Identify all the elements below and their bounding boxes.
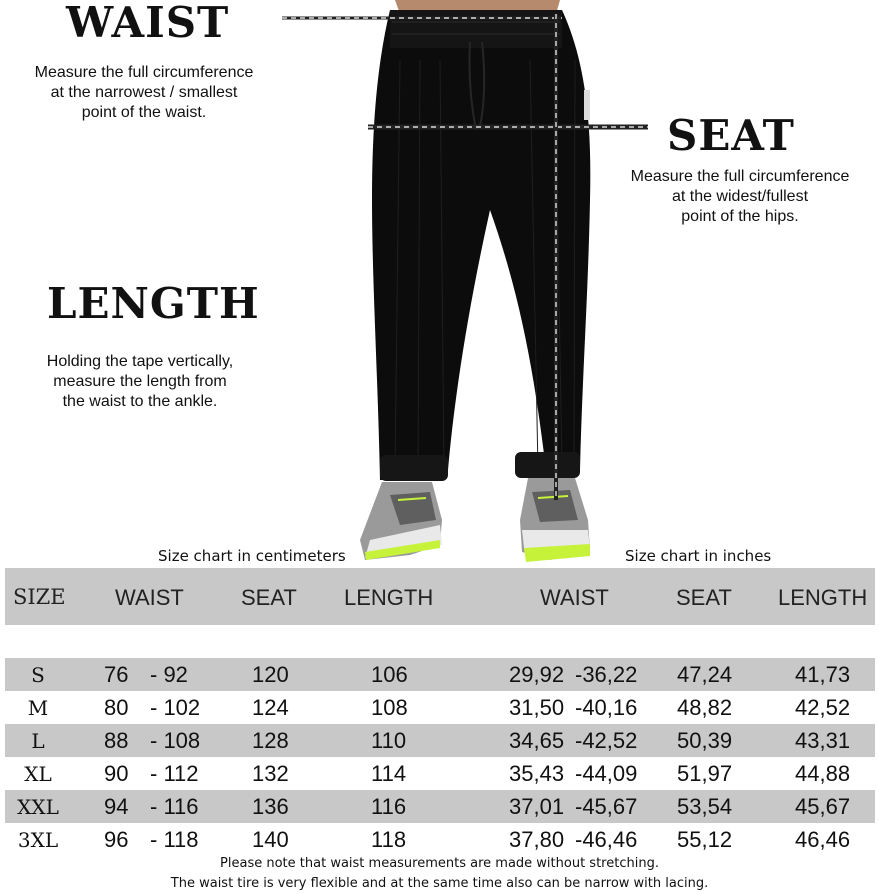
cell-in-length: 44,88	[795, 761, 851, 786]
cell-cm-length: 118	[371, 827, 407, 852]
cell-cm-seat: 128	[252, 728, 289, 753]
cell-in-waist-min: 31,50	[509, 695, 565, 720]
cell-cm-waist-min: 76	[104, 662, 129, 687]
cell-in-length: 41,73	[795, 662, 851, 687]
cell-in-waist-max: -42,52	[575, 728, 638, 753]
cell-cm-seat: 124	[252, 695, 289, 720]
cell-cm-waist-min: 88	[104, 728, 129, 753]
header-in-seat: SEAT	[676, 585, 732, 610]
table-row	[5, 757, 875, 790]
table-row	[5, 691, 875, 724]
cell-cm-length: 108	[371, 695, 408, 720]
cell-in-waist-max: -36,22	[575, 662, 638, 687]
table-row	[5, 823, 875, 856]
cell-cm-seat: 120	[252, 662, 289, 687]
length-title: LENGTH	[47, 279, 260, 328]
table-header	[5, 568, 875, 625]
cell-in-seat: 55,12	[677, 827, 733, 852]
waist-title: WAIST	[66, 0, 230, 47]
cell-in-waist-max: -40,16	[575, 695, 638, 720]
cell-cm-waist-min: 94	[104, 794, 129, 819]
cell-size: 3XL	[17, 828, 59, 852]
cell-cm-seat: 132	[252, 761, 289, 786]
header-cm-waist: WAIST	[115, 585, 184, 610]
cell-size: M	[27, 696, 49, 720]
length-desc-line: the waist to the ankle.	[62, 393, 218, 410]
seat-desc-line: point of the hips.	[681, 208, 799, 225]
seat-desc-line: Measure the full circumference	[630, 168, 850, 185]
length-description	[4, 352, 276, 412]
note-line: The waist tire is very flexible and at the same time also can be narrow with lacing.	[170, 876, 709, 891]
note-line: Please note that waist measurements are made without stretching.	[220, 856, 659, 871]
cell-in-seat: 53,54	[677, 794, 733, 819]
seat-desc-line: at the widest/fullest	[671, 188, 809, 205]
cell-in-length: 43,31	[795, 728, 851, 753]
cell-in-waist-min: 29,92	[509, 662, 565, 687]
cell-cm-waist-max: - 92	[150, 662, 188, 687]
cell-in-waist-max: -46,46	[575, 827, 638, 852]
header-in-waist: WAIST	[540, 585, 609, 610]
cell-cm-length: 106	[371, 662, 408, 687]
cell-in-waist-min: 34,65	[509, 728, 565, 753]
inches-chart-caption: Size chart in inches	[625, 547, 772, 565]
seat-title: SEAT	[667, 111, 795, 160]
waist-desc-line: point of the waist.	[81, 104, 207, 121]
waist-desc-line: at the narrowest / smallest	[50, 84, 238, 101]
cell-in-waist-min: 37,80	[509, 827, 565, 852]
cell-size: S	[31, 663, 45, 687]
cell-in-seat: 50,39	[677, 728, 733, 753]
cell-size: XXL	[17, 795, 59, 819]
cell-cm-length: 114	[371, 761, 407, 786]
cell-cm-seat: 136	[252, 794, 289, 819]
cell-in-seat: 47,24	[677, 662, 733, 687]
cell-cm-length: 110	[371, 728, 407, 753]
cell-cm-waist-max: - 108	[150, 728, 201, 753]
cell-cm-waist-min: 80	[104, 695, 129, 720]
cell-in-length: 45,67	[795, 794, 851, 819]
cell-in-waist-min: 37,01	[509, 794, 565, 819]
cell-in-waist-min: 35,43	[509, 761, 565, 786]
left-shoe	[360, 482, 442, 560]
table-row	[5, 658, 875, 691]
cell-size: L	[31, 729, 45, 753]
table-row	[5, 724, 875, 757]
cell-cm-waist-max: - 102	[150, 695, 201, 720]
header-in-length: LENGTH	[778, 585, 868, 610]
waist-desc-line: Measure the full circumference	[34, 64, 254, 81]
cell-in-length: 42,52	[795, 695, 851, 720]
length-desc-line: Holding the tape vertically,	[46, 353, 234, 370]
cell-in-seat: 51,97	[677, 761, 733, 786]
cell-in-waist-max: -45,67	[575, 794, 638, 819]
length-desc-line: measure the length from	[53, 373, 227, 390]
cm-chart-caption: Size chart in centimeters	[158, 547, 346, 565]
cell-size: XL	[24, 762, 52, 786]
waist-description	[8, 63, 280, 123]
cell-cm-seat: 140	[252, 827, 289, 852]
header-cm-length: LENGTH	[344, 585, 434, 610]
cell-cm-length: 116	[371, 794, 407, 819]
cell-in-seat: 48,82	[677, 695, 733, 720]
header-size: SIZE	[13, 585, 66, 609]
cell-cm-waist-max: - 118	[150, 827, 199, 852]
pants-illustration	[280, 0, 660, 565]
cell-cm-waist-max: - 116	[150, 794, 199, 819]
cell-in-length: 46,46	[795, 827, 851, 852]
cell-cm-waist-max: - 112	[150, 761, 199, 786]
table-row	[5, 790, 875, 823]
cell-cm-waist-min: 90	[104, 761, 129, 786]
cell-cm-waist-min: 96	[104, 827, 129, 852]
header-cm-seat: SEAT	[241, 585, 297, 610]
cell-in-waist-max: -44,09	[575, 761, 638, 786]
